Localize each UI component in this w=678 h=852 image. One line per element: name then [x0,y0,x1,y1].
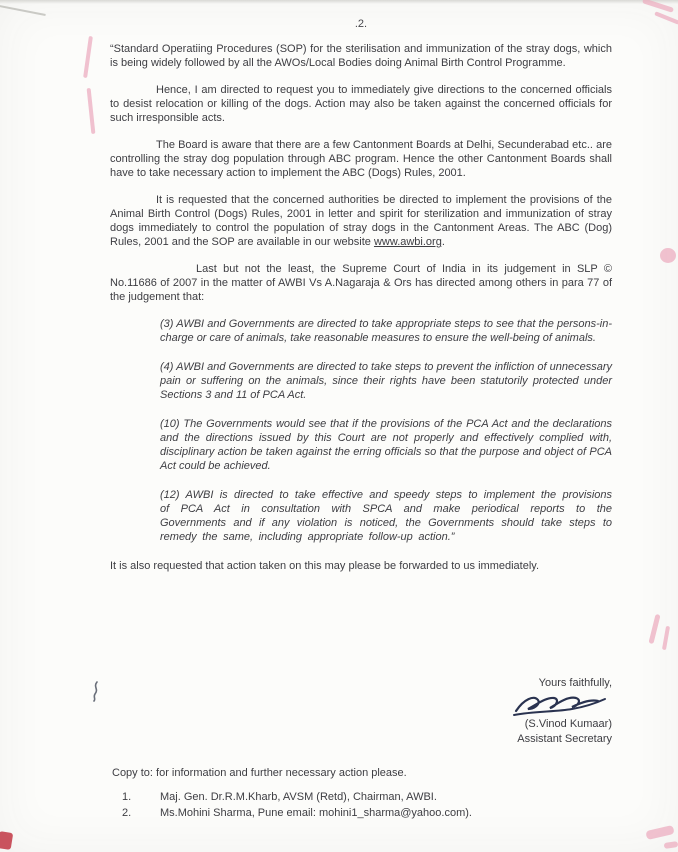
paragraph-action-request: It is also requested that action taken on this may please be forwarded to us immediately. [110,560,540,572]
paragraph-cantonment-boards: The Board is aware that there are a few Cantonment Boards at Delhi, Secunderabad etc.. are controlling the stray dog population through ABC program. Hence the other Cantonment Boards shall have to take necessary action to implement the ABC (Dogs) Rules, 2001. [110,139,612,179]
scan-stain-bottom-right-2 [664,841,678,849]
scan-stain-right-lower-1 [648,614,660,644]
website-link: www.awbi.org [373,236,442,248]
copy-to-heading: Copy to: for information and further necessary action please. [112,767,407,779]
copy-to-section [112,766,472,822]
paragraph-sop-intro: “Standard Operatiing Procedures (SOP) for the sterilisation and immunization of the stray dogs, which is being widely followed by all the AWOs/Local Bodies doing Animal Birth Control Programme. [110,43,612,69]
copy-item-number: 2. [122,807,132,819]
signatory-name: (S.Vinod Kumaar) [524,718,612,730]
quote-para-10: (10) The Governments would see that if the provisions of the PCA Act and the declarations and the directions issued by this Court are not properly and effectively complied with, disciplinary action be taken against the erring officials so that the purpose and object of PCA Act could be achieved. [160,418,612,472]
paragraph-abc-rules-period: . [441,236,445,248]
scan-stain-top-right-2 [654,11,678,24]
scan-corner-line [0,4,46,16]
red-corner-mark [0,831,13,850]
copy-item-text: Maj. Gen. Dr.R.M.Kharb, AVSM (Retd), Chairman, AWBI. [160,791,437,803]
signature-block [510,676,612,747]
scan-stain-bottom-right-1 [645,825,674,840]
salutation: Yours faithfully, [538,677,612,689]
paragraph-supreme-court: Last but not the least, the Supreme Court of India in its judgement in SLP © No.11686 of 2007 in the matter of AWBI Vs A.Nagaraja & Ors has directed among others in para 77 of the judgement that: [110,263,612,303]
paragraph-request-directions: Hence, I am directed to request you to immediately give directions to the concerned officials to desist relocation or killing of the dogs. Action may also be taken against the concerned officials for such irresponsible acts. [110,84,612,124]
copy-to-item-2 [112,806,472,820]
scan-stain-left-top [83,36,93,78]
signatory-title: Assistant Secretary [517,733,612,745]
quote-para-4: (4) AWBI and Governments are directed to take steps to prevent the infliction of unnecessary pain or suffering on the animals, since their rights have been statutorily protected under Sections 3 and 11 of PCA Act. [160,361,612,401]
page-number: .2. [354,18,368,30]
scan-stain-right-mid [660,248,676,263]
letter-body [110,0,612,586]
signature [510,691,610,719]
paragraph-abc-rules [110,193,612,249]
quote-para-3: (3) AWBI and Governments are directed to take appropriate steps to see that the persons-in-charge or care of animals, take reasonable measures to ensure the well-being of animals. [160,318,612,344]
copy-item-number: 1. [122,791,132,803]
copy-to-item-1 [112,790,472,804]
scan-stain-left-upper [87,88,96,134]
paragraph-abc-rules-text: It is requested that the concerned authorities be directed to implement the provisions of the Animal Birth Control (Dogs) Rules, 2001 in letter and spirit for sterilization and immunization of stray dogs immediately to control the population of stray dogs in the Cantonment Areas. The ABC (Dog) Rules, 2001 and the SOP are available in our website [110,194,612,248]
pen-mark [88,680,104,702]
copy-item-text: Ms.Mohini Sharma, Pune email: mohini1_sharma@yahoo.com). [160,807,472,819]
quote-para-12: (12) AWBI is directed to take effective and speedy steps to implement the provisions of PCA Act in consultation with SPCA and make periodical reports to the Governments and if any violation is noticed, the Governments should take steps to remedy the same, including appropriate follow-up action.” [160,489,612,543]
scan-stain-right-lower-2 [662,626,670,650]
